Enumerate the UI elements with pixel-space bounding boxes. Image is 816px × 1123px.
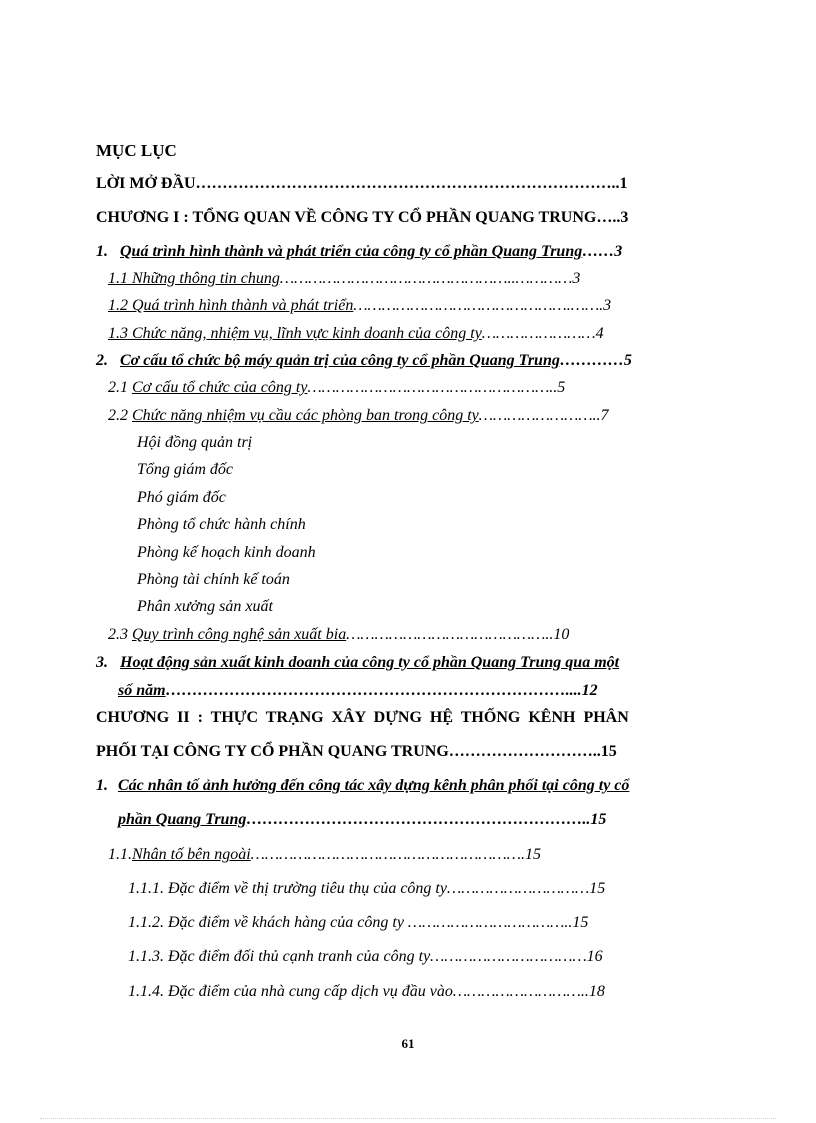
toc-link[interactable]: Quá trình hình thành và phát triển của công ty cổ phần Quang Trung bbox=[120, 243, 583, 260]
toc-subitem-production: Phân xưởng sản xuất bbox=[137, 598, 273, 615]
toc-subitem-board: Hội đồng quản trị bbox=[137, 434, 253, 451]
toc-link[interactable]: phần Quang Trung bbox=[118, 811, 247, 828]
toc-leader: ……………………………………..10 bbox=[346, 626, 570, 643]
toc-entry-chapter-2-cont[interactable]: PHỐI TẠI CÔNG TY CỔ PHẦN QUANG TRUNG………………………..15 bbox=[96, 743, 617, 760]
toc-prefix: 1.1. bbox=[108, 846, 132, 863]
toc-entry-ch2-1[interactable] bbox=[96, 776, 629, 796]
toc-entry-1-1-1[interactable]: 1.1.1. Đặc điểm về thị trường tiêu thụ của công ty…………………………15 bbox=[128, 880, 606, 897]
toc-subitem-ceo: Tổng giám đốc bbox=[137, 461, 233, 478]
toc-subitem-finance: Phòng tài chính kế toán bbox=[137, 571, 290, 588]
toc-entry-1[interactable] bbox=[96, 242, 622, 262]
toc-entry-ch2-1-1[interactable] bbox=[108, 845, 541, 865]
toc-subitem-deputy: Phó giám đốc bbox=[137, 489, 226, 506]
toc-link[interactable]: 1.3 Chức năng, nhiệm vụ, lĩnh vực kinh doanh của công ty bbox=[108, 325, 482, 342]
toc-entry-2-2[interactable] bbox=[108, 406, 609, 426]
toc-number: 1. bbox=[96, 243, 108, 260]
toc-entry-1-1[interactable] bbox=[108, 269, 580, 289]
toc-subitem-admin: Phòng tổ chức hành chính bbox=[137, 516, 306, 533]
toc-entry-1-2[interactable] bbox=[108, 296, 611, 316]
toc-link[interactable]: Quy trình công nghệ sản xuất bia bbox=[132, 626, 347, 643]
toc-link[interactable]: Các nhân tố ảnh hưởng đến công tác xây dựng kênh phân phối tại công ty cổ bbox=[118, 777, 630, 794]
toc-leader: …………………………………………..…………3 bbox=[279, 270, 581, 287]
toc-entry-1-1-3[interactable]: 1.1.3. Đặc điểm đối thủ cạnh tranh của công ty……………………………16 bbox=[128, 948, 603, 965]
toc-entry-2-3[interactable] bbox=[108, 625, 569, 645]
toc-link[interactable]: Cơ cấu tổ chức bộ máy quản trị của công ty cổ phần Quang Trung bbox=[120, 352, 560, 369]
toc-title: MỤC LỤC bbox=[96, 141, 177, 160]
toc-leader: ……………………4 bbox=[481, 325, 604, 342]
toc-entry-chapter-2[interactable]: CHƯƠNG II : THỰC TRẠNG XÂY DỰNG HỆ THỐNG KÊNH PHÂN bbox=[96, 709, 629, 726]
toc-entry-ch2-1-cont[interactable] bbox=[118, 810, 606, 830]
toc-link[interactable]: số năm bbox=[118, 682, 166, 699]
toc-entry-1-1-4[interactable]: 1.1.4. Đặc điểm của nhà cung cấp dịch vụ đầu vào………………………..18 bbox=[128, 983, 605, 1000]
toc-leader: …………5 bbox=[559, 352, 632, 369]
toc-subitem-business: Phòng kế hoạch kinh doanh bbox=[137, 544, 316, 561]
toc-link[interactable]: Cơ cấu tổ chức của công ty bbox=[132, 379, 308, 396]
toc-link[interactable]: 1.1 Những thông tin chung bbox=[108, 270, 280, 287]
toc-entry-3[interactable] bbox=[96, 653, 619, 673]
toc-leader: ……………………………………………..5 bbox=[307, 379, 566, 396]
toc-entry-chapter-1[interactable]: CHƯƠNG I : TỔNG QUAN VỀ CÔNG TY CỔ PHẦN QUANG TRUNG…..3 bbox=[96, 209, 629, 226]
toc-leader: …………………………………………………………………....12 bbox=[165, 682, 598, 699]
page-number: 61 bbox=[401, 1036, 415, 1051]
toc-entry-1-3[interactable] bbox=[108, 324, 604, 344]
toc-link[interactable]: 1.2 Quá trình hình thành và phát triển bbox=[108, 297, 354, 314]
toc-number: 3. bbox=[96, 654, 108, 671]
toc-leader: ………………………………………………….15 bbox=[250, 846, 541, 863]
toc-number: 2. bbox=[96, 352, 108, 369]
toc-entry-intro[interactable]: LỜI MỞ ĐẦU……………………………………………………………………..1 bbox=[96, 175, 628, 192]
toc-entry-1-1-2[interactable]: 1.1.2. Đặc điểm về khách hàng của công ty ……………………………..15 bbox=[128, 914, 589, 931]
toc-leader: ……………………..7 bbox=[478, 407, 609, 424]
toc-link[interactable]: Hoạt động sản xuất kinh doanh của công ty cổ phần Quang Trung qua một bbox=[120, 654, 620, 671]
toc-prefix: 2.1 bbox=[108, 379, 132, 396]
toc-link[interactable]: Nhân tố bên ngoài bbox=[132, 846, 251, 863]
toc-link[interactable]: Chức năng nhiệm vụ cầu các phòng ban trong công ty bbox=[132, 407, 479, 424]
toc-leader: ………………………………………………………..15 bbox=[246, 811, 607, 828]
toc-leader: ……3 bbox=[582, 243, 623, 260]
toc-number: 1. bbox=[96, 777, 108, 794]
footer-divider bbox=[40, 1118, 776, 1119]
toc-prefix: 2.3 bbox=[108, 626, 132, 643]
toc-entry-2[interactable] bbox=[96, 351, 632, 371]
toc-entry-2-1[interactable] bbox=[108, 378, 565, 398]
toc-entry-3-cont[interactable] bbox=[118, 681, 598, 701]
toc-leader: ……………………………………….…….3 bbox=[353, 297, 612, 314]
toc-prefix: 2.2 bbox=[108, 407, 132, 424]
